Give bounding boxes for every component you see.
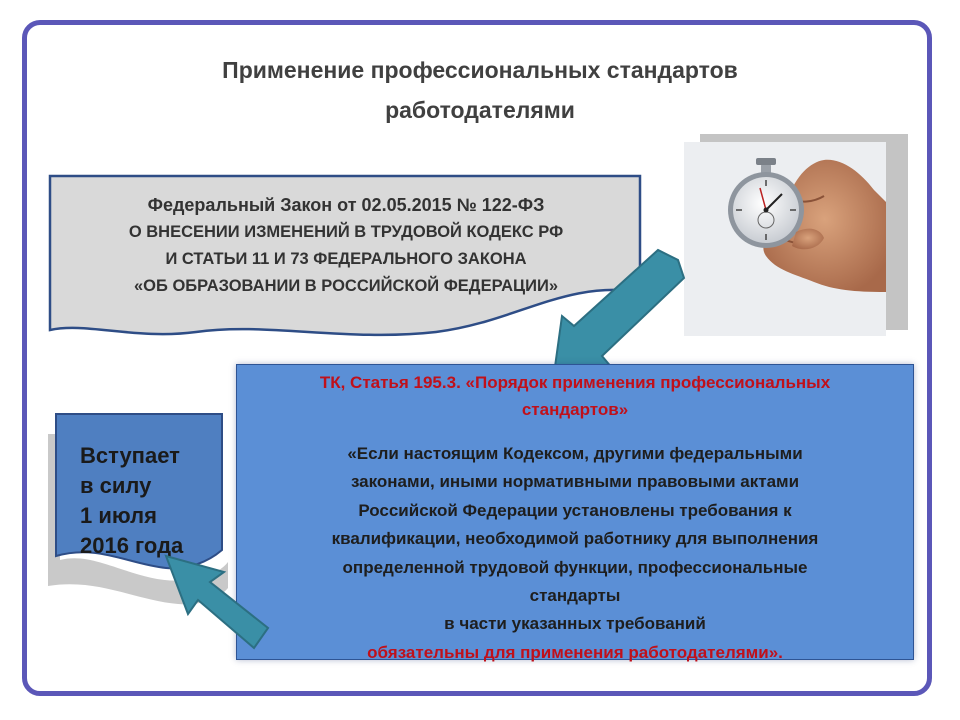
law-text (60, 192, 632, 300)
slide-title (0, 50, 960, 130)
article-body-line: стандарты (529, 586, 621, 606)
article-body-line: в части указанных требований (444, 614, 706, 634)
title-line-1: Применение профессиональных стандартов (222, 57, 738, 83)
article-body-line: квалификации, необходимой работнику для выполнения (331, 529, 819, 549)
article-heading-line-2: стандартов» (521, 400, 629, 419)
article-heading (240, 369, 910, 423)
arrow-up-left-icon (158, 548, 274, 658)
effective-line-4: 2016 года (80, 533, 184, 558)
effective-line-1: Вступает (80, 443, 180, 468)
article-body-line: определенной трудовой функции, профессиональные (342, 557, 808, 577)
effective-line-2: в силу (80, 473, 152, 498)
effective-date-text (80, 441, 230, 561)
stopwatch-in-hand-icon (684, 142, 886, 336)
effective-line-3: 1 июля (80, 503, 157, 528)
law-line-1: Федеральный Закон от 02.05.2015 № 122-ФЗ (147, 195, 545, 215)
article-body-line: законами, иными нормативными правовыми актами (350, 472, 800, 492)
law-line-3: И СТАТЬИ 11 И 73 ФЕДЕРАЛЬНОГО ЗАКОНА (165, 250, 527, 268)
article-body-line: «Если настоящим Кодексом, другими федеральными (347, 444, 803, 463)
law-line-4: «ОБ ОБРАЗОВАНИИ В РОССИЙСКОЙ ФЕДЕРАЦИИ» (133, 277, 558, 295)
title-line-2: работодателями (385, 97, 575, 123)
law-line-2: О ВНЕСЕНИИ ИЗМЕНЕНИЙ В ТРУДОВОЙ КОДЕКС РФ (128, 223, 564, 241)
article-heading-line-1: ТК, Статья 195.3. «Порядок применения профессиональных (319, 373, 831, 392)
article-body-line: Российской Федерации установлены требования к (358, 500, 792, 520)
article-body (240, 440, 910, 667)
article-body-conclusion: обязательны для применения работодателями». (367, 642, 783, 662)
stopwatch-photo (684, 142, 886, 336)
